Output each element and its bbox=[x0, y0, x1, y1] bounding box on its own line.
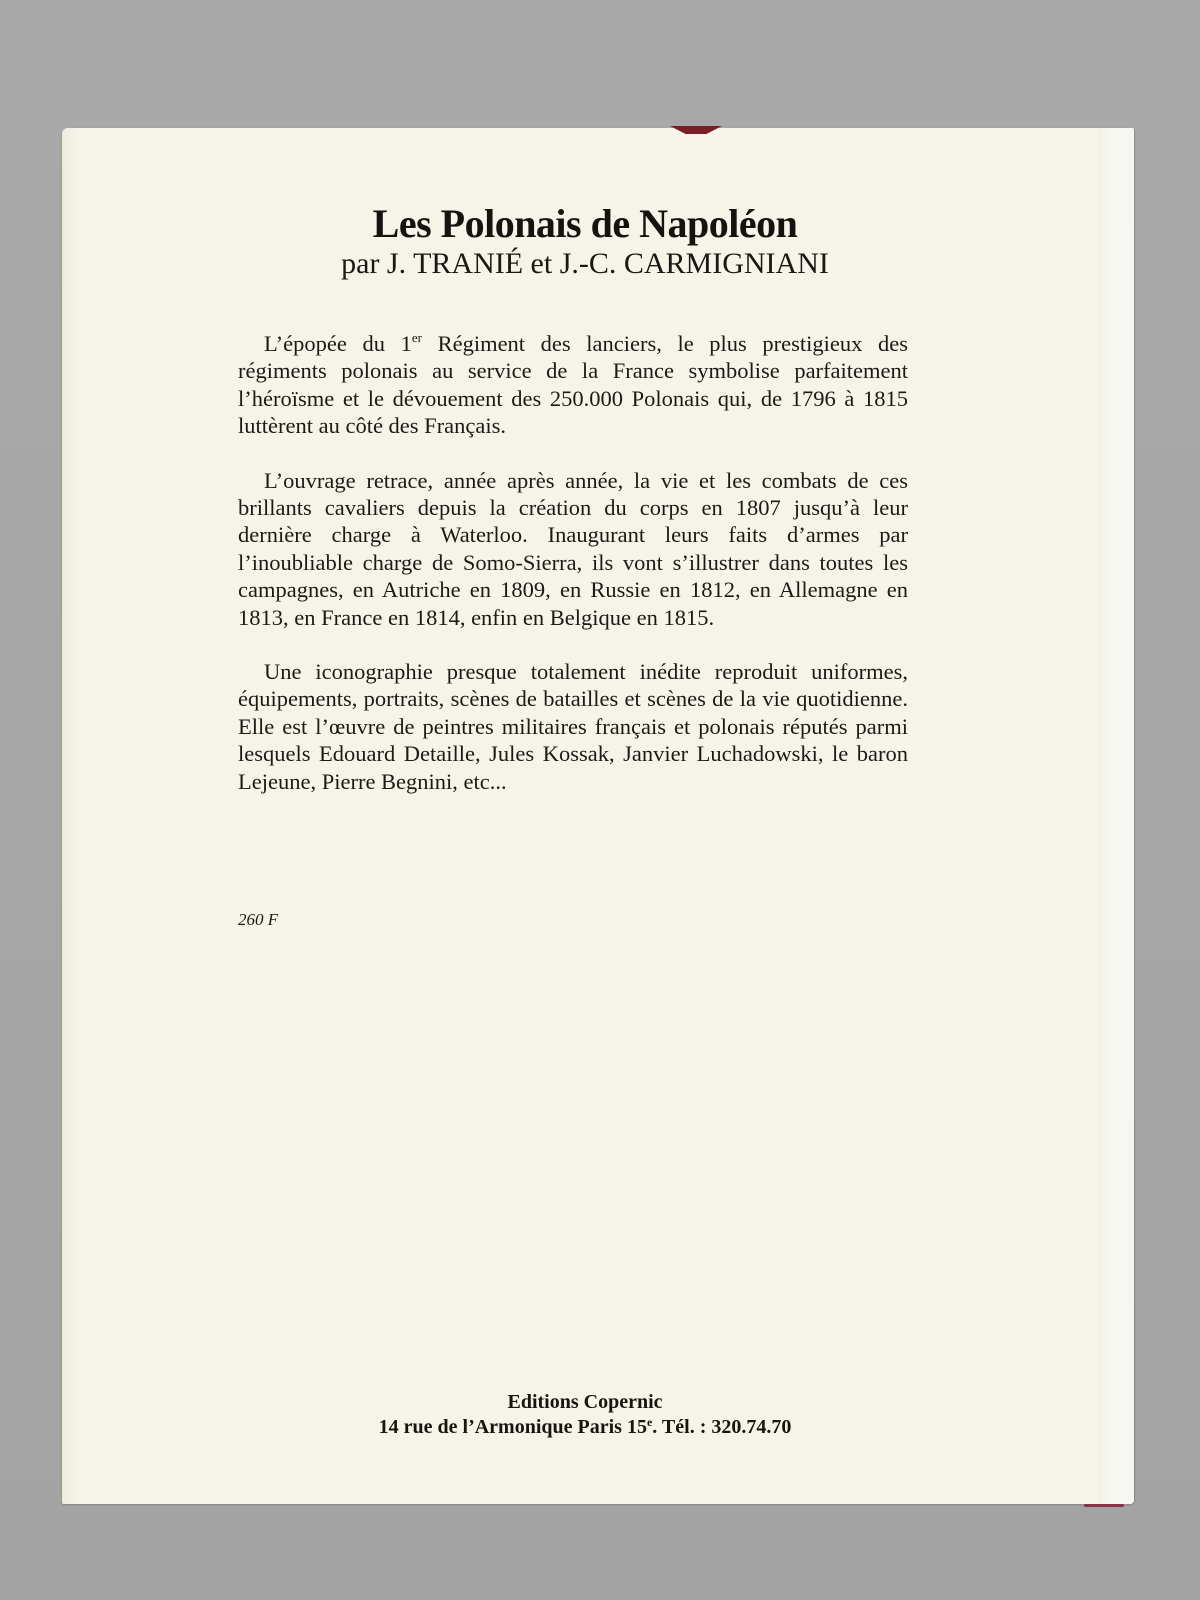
paragraph-text: Régiment des lanciers, le plus prestigieux des régiments polonais au service de la France symbolise parfaitement l’héroïsme et le dévouement des 250.000 Polonais qui, de 1796 à 1815 luttèrent au côté des Français. bbox=[238, 331, 908, 439]
blurb bbox=[238, 330, 908, 822]
cover-content bbox=[62, 128, 1134, 1504]
publisher-name: Editions Copernic bbox=[507, 1391, 663, 1413]
publisher-address bbox=[62, 1415, 1108, 1440]
ordinal-superscript: er bbox=[411, 330, 422, 345]
publisher-block bbox=[62, 1390, 1108, 1440]
book-back-cover bbox=[62, 128, 1134, 1504]
ordinal-superscript: e bbox=[646, 1415, 653, 1429]
address-text: 14 rue de l’Armonique Paris 15 bbox=[378, 1416, 647, 1438]
blurb-paragraph-3: Une iconographie presque totalement inédite reproduit uniformes, équipements, portraits, scènes de batailles et scènes de la vie quotidienne. Elle est l’œuvre de peintres militaires français et polonais réputés parmi lesquels Edouard Detaille, Jules Kossak, Janvier Luchadowski, le baron Lejeune, Pierre Begnini, etc... bbox=[238, 659, 908, 794]
binding-edge bbox=[1084, 1504, 1124, 1507]
book-title: Les Polonais de Napoléon bbox=[372, 201, 798, 246]
blurb-paragraph-1 bbox=[238, 330, 908, 440]
paragraph-text: L’épopée du 1 bbox=[264, 331, 412, 356]
blurb-paragraph-2: L’ouvrage retrace, année après année, la vie et les combats de ces brillants cavaliers depuis la création du corps en 1807 jusqu’à leur dernière charge à Waterloo. Inaugurant leurs faits d’armes par l’inoubliable charge de Somo-Sierra, ils vont s’illustrer dans toutes les campagnes, en Autriche en 1809, en Russie en 1812, en Allemagne en 1813, en France en 1814, enfin en Belgique en 1815. bbox=[238, 467, 908, 630]
price-label: 260 F bbox=[238, 910, 279, 929]
address-text: . Tél. : 320.74.70 bbox=[652, 1416, 792, 1438]
authors-line: par J. TRANIÉ et J.-C. CARMIGNIANI bbox=[341, 247, 829, 280]
